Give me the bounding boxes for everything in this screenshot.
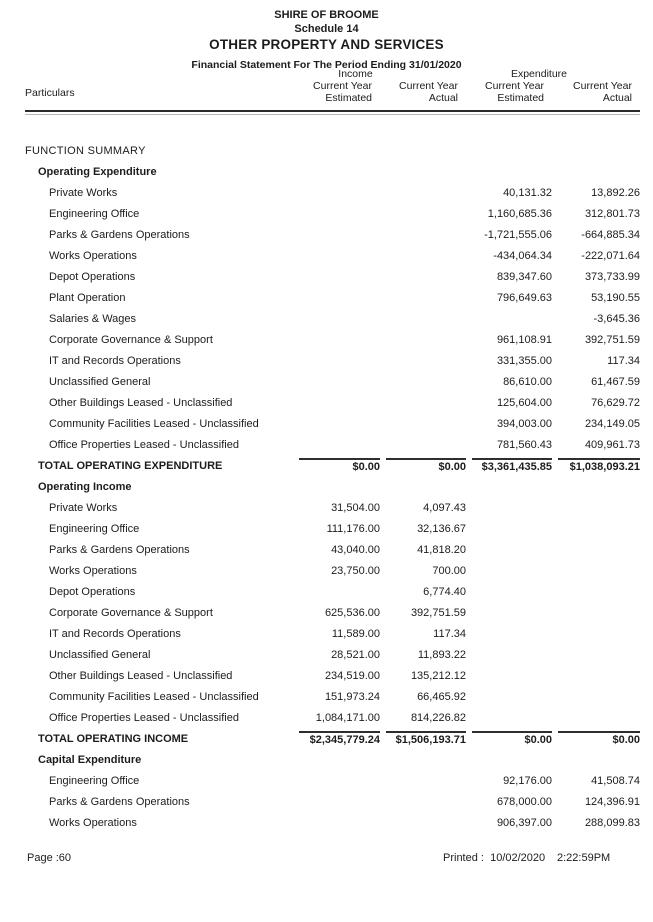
income-estimated-cell: 31,504.00: [331, 501, 380, 514]
expenditure-actual-cell: 76,629.72: [591, 396, 640, 409]
row-label: Private Works: [49, 501, 118, 514]
row-label: Private Works: [49, 186, 118, 199]
table-row: [25, 707, 640, 728]
org-title: SHIRE OF BROOME: [274, 9, 379, 21]
income-estimated-cell: 43,040.00: [331, 543, 380, 556]
printed-stamp: [443, 852, 545, 864]
row-label: Unclassified General: [49, 648, 151, 661]
income-actual-cell: 4,097.43: [423, 501, 466, 514]
expenditure-actual-cell: -222,071.64: [581, 249, 640, 262]
income-actual-cell: 41,818.20: [417, 543, 466, 556]
row-label: Other Buildings Leased - Unclassified: [49, 396, 233, 409]
income-actual-cell: 66,465.92: [417, 690, 466, 703]
income-actual-cell: 392,751.59: [410, 606, 466, 619]
row-label: FUNCTION SUMMARY: [25, 144, 146, 157]
table-row: [25, 686, 640, 707]
table-row: [25, 434, 640, 455]
expenditure-estimated-cell: 331,355.00: [496, 354, 552, 367]
expenditure-actual-cell: 13,892.26: [591, 186, 640, 199]
income-estimated-cell: 234,519.00: [324, 669, 380, 682]
col-header-exp-act-line1: Current Year: [573, 80, 632, 92]
income-actual-cell: 135,212.12: [410, 669, 466, 682]
expenditure-actual-cell: 61,467.59: [591, 375, 640, 388]
header-rule-thin: [25, 114, 640, 115]
row-label: Community Facilities Leased - Unclassified: [49, 417, 259, 430]
row-label: Engineering Office: [49, 774, 140, 787]
row-label: Plant Operation: [49, 291, 126, 304]
expenditure-actual-cell: -664,885.34: [581, 228, 640, 241]
income-estimated-cell: $2,345,779.24: [293, 731, 380, 746]
table-row: [25, 644, 640, 665]
expenditure-estimated-cell: 961,108.91: [496, 333, 552, 346]
expenditure-estimated-cell: 1,160,685.36: [487, 207, 552, 220]
row-label: Corporate Governance & Support: [49, 606, 213, 619]
expenditure-group-header: Expenditure: [510, 68, 568, 80]
table-row: [25, 161, 640, 182]
row-label: Salaries & Wages: [49, 312, 137, 325]
table-row: [25, 581, 640, 602]
expenditure-estimated-cell: -434,064.34: [493, 249, 552, 262]
expenditure-estimated-cell: $3,361,435.85: [466, 458, 552, 473]
row-label: Capital Expenditure: [38, 753, 142, 766]
row-label: Operating Income: [38, 480, 132, 493]
expenditure-actual-cell: 373,733.99: [584, 270, 640, 283]
row-label: Other Buildings Leased - Unclassified: [49, 669, 233, 682]
income-estimated-cell: 28,521.00: [331, 648, 380, 661]
table-row: [25, 140, 640, 161]
row-label: Community Facilities Leased - Unclassified: [49, 690, 259, 703]
expenditure-estimated-cell: 92,176.00: [503, 774, 552, 787]
expenditure-estimated-cell: 40,131.32: [503, 186, 552, 199]
table-row: [25, 623, 640, 644]
table-row: [25, 812, 640, 833]
table-row: [25, 455, 640, 476]
row-label: Works Operations: [49, 249, 137, 262]
income-estimated-cell: 1,084,171.00: [315, 711, 380, 724]
income-estimated-cell: 151,973.24: [324, 690, 380, 703]
income-estimated-cell: 11,589.00: [331, 627, 380, 640]
page-number: Page :60: [27, 852, 72, 864]
column-header: [25, 68, 640, 104]
printed-date: 10/02/2020: [490, 852, 546, 864]
expenditure-actual-cell: $0.00: [552, 731, 640, 746]
table-row: [25, 476, 640, 497]
table-row: [25, 518, 640, 539]
row-label: Works Operations: [49, 816, 137, 829]
table-row: [25, 224, 640, 245]
particulars-header: Particulars: [25, 87, 75, 99]
income-estimated-cell: 23,750.00: [331, 564, 380, 577]
table-row: [25, 749, 640, 770]
table-row: [25, 203, 640, 224]
income-actual-cell: 117.34: [433, 627, 466, 640]
row-label: Operating Expenditure: [38, 165, 157, 178]
row-label: Parks & Gardens Operations: [49, 543, 190, 556]
income-actual-cell: 32,136.67: [417, 522, 466, 535]
expenditure-actual-cell: 117.34: [607, 354, 640, 367]
col-header-income-act-line1: Current Year: [399, 80, 458, 92]
row-label: Depot Operations: [49, 270, 136, 283]
table-row: [25, 392, 640, 413]
row-label: TOTAL OPERATING INCOME: [38, 732, 189, 745]
table-row: [25, 665, 640, 686]
period-subtitle: Financial Statement For The Period Ending 31/01/2020: [191, 59, 462, 71]
row-label: Parks & Gardens Operations: [49, 795, 190, 808]
table-row: [25, 791, 640, 812]
table-row: [25, 560, 640, 581]
col-header-income-est-line1: Current Year: [313, 80, 372, 92]
row-label: IT and Records Operations: [49, 354, 181, 367]
expenditure-actual-cell: 124,396.91: [584, 795, 640, 808]
income-actual-cell: $0.00: [380, 458, 466, 473]
table-row: [25, 602, 640, 623]
table-row: [25, 539, 640, 560]
expenditure-actual-cell: 312,801.73: [584, 207, 640, 220]
income-actual-cell: 700.00: [432, 564, 466, 577]
row-label: Engineering Office: [49, 522, 140, 535]
income-actual-cell: 6,774.40: [423, 585, 466, 598]
table-row: [25, 413, 640, 434]
col-header-exp-estimated: Estimated: [497, 92, 544, 104]
table-row: [25, 245, 640, 266]
expenditure-actual-cell: $1,038,093.21: [552, 458, 640, 473]
expenditure-estimated-cell: -1,721,555.06: [484, 228, 552, 241]
income-actual-cell: 11,893.22: [417, 648, 466, 661]
table-row: [25, 182, 640, 203]
expenditure-estimated-cell: 839,347.60: [496, 270, 552, 283]
col-header-income-actual: Actual: [428, 92, 458, 104]
expenditure-actual-cell: 392,751.59: [584, 333, 640, 346]
expenditure-actual-cell: 409,961.73: [584, 438, 640, 451]
schedule-title: Schedule 14: [294, 23, 359, 35]
row-label: Unclassified General: [49, 375, 151, 388]
row-label: IT and Records Operations: [49, 627, 181, 640]
printed-label: Printed :: [443, 852, 484, 864]
income-estimated-cell: 111,176.00: [326, 522, 380, 535]
expenditure-estimated-cell: 394,003.00: [496, 417, 552, 430]
col-header-exp-est-line1: Current Year: [485, 80, 544, 92]
income-actual-cell: $1,506,193.71: [380, 731, 466, 746]
expenditure-estimated-cell: $0.00: [466, 731, 552, 746]
expenditure-actual-cell: 234,149.05: [584, 417, 640, 430]
table-row: [25, 728, 640, 749]
expenditure-estimated-cell: 906,397.00: [496, 816, 552, 829]
table-row: [25, 329, 640, 350]
income-estimated-cell: $0.00: [293, 458, 380, 473]
header-rule-thick: [25, 110, 640, 112]
expenditure-actual-cell: -3,645.36: [593, 312, 640, 325]
row-label: Depot Operations: [49, 585, 136, 598]
expenditure-estimated-cell: 781,560.43: [496, 438, 552, 451]
expenditure-estimated-cell: 678,000.00: [496, 795, 552, 808]
expenditure-actual-cell: 41,508.74: [591, 774, 640, 787]
row-label: Engineering Office: [49, 207, 140, 220]
col-header-income-estimated: Estimated: [325, 92, 372, 104]
table-row: [25, 287, 640, 308]
table-row: [25, 770, 640, 791]
expenditure-actual-cell: 53,190.55: [591, 291, 640, 304]
row-label: TOTAL OPERATING EXPENDITURE: [38, 459, 223, 472]
printed-time: 2:22:59PM: [557, 852, 611, 864]
row-label: Office Properties Leased - Unclassified: [49, 711, 239, 724]
table-body: [25, 140, 640, 833]
table-row: [25, 308, 640, 329]
row-label: Office Properties Leased - Unclassified: [49, 438, 239, 451]
expenditure-estimated-cell: 796,649.63: [496, 291, 552, 304]
expenditure-estimated-cell: 125,604.00: [496, 396, 552, 409]
income-group-header: Income: [338, 68, 373, 80]
table-row: [25, 266, 640, 287]
income-actual-cell: 814,226.82: [410, 711, 466, 724]
table-row: [25, 371, 640, 392]
row-label: Parks & Gardens Operations: [49, 228, 190, 241]
program-title: OTHER PROPERTY AND SERVICES: [209, 37, 444, 52]
expenditure-actual-cell: 288,099.83: [584, 816, 640, 829]
title-block: [0, 8, 653, 72]
expenditure-estimated-cell: 86,610.00: [503, 375, 552, 388]
table-row: [25, 497, 640, 518]
row-label: Corporate Governance & Support: [49, 333, 213, 346]
income-estimated-cell: 625,536.00: [324, 606, 380, 619]
table-row: [25, 350, 640, 371]
row-label: Works Operations: [49, 564, 137, 577]
col-header-exp-actual: Actual: [602, 92, 632, 104]
